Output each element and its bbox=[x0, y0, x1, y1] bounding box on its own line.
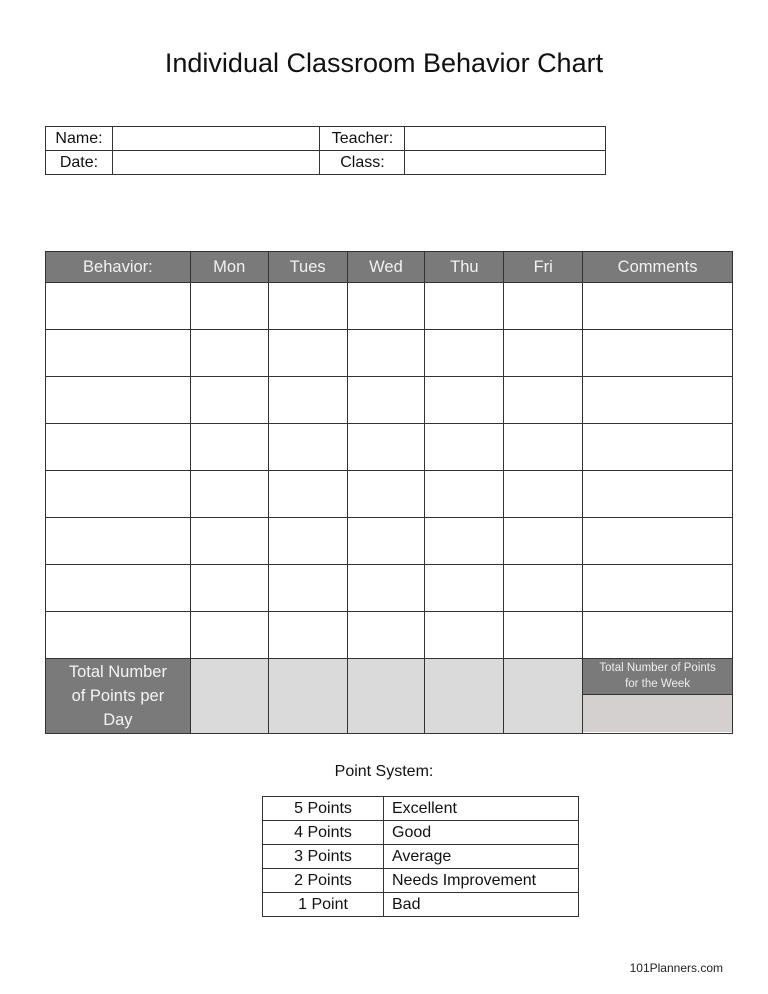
fri-cell[interactable] bbox=[504, 471, 583, 518]
week-total-container bbox=[583, 659, 733, 734]
behavior-chart-table bbox=[45, 251, 733, 734]
wed-cell[interactable] bbox=[347, 612, 425, 659]
teacher-label: Teacher: bbox=[320, 127, 405, 151]
points-value: 2 Points bbox=[263, 869, 384, 893]
tues-cell[interactable] bbox=[268, 283, 347, 330]
thu-cell[interactable] bbox=[425, 424, 504, 471]
week-total-field[interactable] bbox=[583, 695, 732, 732]
thu-cell[interactable] bbox=[425, 283, 504, 330]
date-label: Date: bbox=[46, 151, 113, 175]
mon-cell[interactable] bbox=[190, 518, 268, 565]
mon-cell[interactable] bbox=[190, 283, 268, 330]
total-per-day-line: Day bbox=[103, 711, 133, 729]
behavior-row bbox=[46, 518, 733, 565]
fri-cell[interactable] bbox=[504, 283, 583, 330]
fri-cell[interactable] bbox=[504, 330, 583, 377]
header-comments: Comments bbox=[583, 252, 733, 283]
comments-cell[interactable] bbox=[583, 518, 733, 565]
teacher-field[interactable] bbox=[405, 127, 606, 151]
behavior-row bbox=[46, 612, 733, 659]
wed-cell[interactable] bbox=[347, 471, 425, 518]
tues-cell[interactable] bbox=[268, 471, 347, 518]
behavior-row bbox=[46, 283, 733, 330]
thu-cell[interactable] bbox=[425, 377, 504, 424]
points-meaning: Excellent bbox=[384, 797, 579, 821]
student-info-table bbox=[45, 126, 606, 175]
totals-row bbox=[46, 659, 733, 734]
mon-cell[interactable] bbox=[190, 565, 268, 612]
point-row bbox=[263, 821, 579, 845]
behavior-cell[interactable] bbox=[46, 330, 191, 377]
behavior-row bbox=[46, 424, 733, 471]
behavior-cell[interactable] bbox=[46, 283, 191, 330]
comments-cell[interactable] bbox=[583, 330, 733, 377]
name-label: Name: bbox=[46, 127, 113, 151]
behavior-cell[interactable] bbox=[46, 377, 191, 424]
wed-cell[interactable] bbox=[347, 330, 425, 377]
fri-cell[interactable] bbox=[504, 518, 583, 565]
points-meaning: Good bbox=[384, 821, 579, 845]
comments-cell[interactable] bbox=[583, 612, 733, 659]
tues-cell[interactable] bbox=[268, 424, 347, 471]
mon-cell[interactable] bbox=[190, 330, 268, 377]
mon-cell[interactable] bbox=[190, 612, 268, 659]
points-value: 4 Points bbox=[263, 821, 384, 845]
comments-cell[interactable] bbox=[583, 565, 733, 612]
tues-cell[interactable] bbox=[268, 518, 347, 565]
wed-cell[interactable] bbox=[347, 377, 425, 424]
total-per-day-line: Total Number bbox=[68, 663, 167, 681]
mon-cell[interactable] bbox=[190, 424, 268, 471]
points-value: 3 Points bbox=[263, 845, 384, 869]
comments-cell[interactable] bbox=[583, 283, 733, 330]
point-row bbox=[263, 797, 579, 821]
comments-cell[interactable] bbox=[583, 377, 733, 424]
behavior-row bbox=[46, 330, 733, 377]
fri-total-cell[interactable] bbox=[504, 659, 583, 734]
header-tues: Tues bbox=[268, 252, 347, 283]
total-per-day-line: of Points per bbox=[71, 687, 165, 705]
tues-total-cell[interactable] bbox=[268, 659, 347, 734]
behavior-cell[interactable] bbox=[46, 612, 191, 659]
header-thu: Thu bbox=[425, 252, 504, 283]
page-title: Individual Classroom Behavior Chart bbox=[164, 48, 604, 78]
wed-cell[interactable] bbox=[347, 565, 425, 612]
tues-cell[interactable] bbox=[268, 565, 347, 612]
points-meaning: Bad bbox=[384, 893, 579, 917]
point-row bbox=[263, 869, 579, 893]
comments-cell[interactable] bbox=[583, 471, 733, 518]
mon-cell[interactable] bbox=[190, 377, 268, 424]
header-wed: Wed bbox=[347, 252, 425, 283]
tues-cell[interactable] bbox=[268, 330, 347, 377]
wed-cell[interactable] bbox=[347, 424, 425, 471]
mon-total-cell[interactable] bbox=[190, 659, 268, 734]
point-row bbox=[263, 893, 579, 917]
header-row bbox=[46, 252, 733, 283]
header-mon: Mon bbox=[190, 252, 268, 283]
point-system-table bbox=[262, 796, 579, 917]
comments-cell[interactable] bbox=[583, 424, 733, 471]
points-value: 1 Point bbox=[263, 893, 384, 917]
info-row-name-teacher bbox=[46, 127, 606, 151]
tues-cell[interactable] bbox=[268, 377, 347, 424]
behavior-cell[interactable] bbox=[46, 565, 191, 612]
name-field[interactable] bbox=[112, 127, 320, 151]
header-behavior: Behavior: bbox=[46, 252, 191, 283]
thu-cell[interactable] bbox=[425, 565, 504, 612]
behavior-row bbox=[46, 471, 733, 518]
point-system-label: Point System: bbox=[334, 763, 434, 780]
behavior-row bbox=[46, 377, 733, 424]
behavior-cell[interactable] bbox=[46, 424, 191, 471]
wed-cell[interactable] bbox=[347, 518, 425, 565]
thu-cell[interactable] bbox=[425, 518, 504, 565]
total-week-line: Total Number of Points bbox=[599, 662, 716, 674]
header-fri: Fri bbox=[504, 252, 583, 283]
wed-total-cell[interactable] bbox=[347, 659, 425, 734]
class-label: Class: bbox=[320, 151, 405, 175]
class-field[interactable] bbox=[405, 151, 606, 175]
thu-cell[interactable] bbox=[425, 612, 504, 659]
points-meaning: Needs Improvement bbox=[384, 869, 579, 893]
fri-cell[interactable] bbox=[504, 424, 583, 471]
thu-cell[interactable] bbox=[425, 471, 504, 518]
thu-cell[interactable] bbox=[425, 330, 504, 377]
fri-cell[interactable] bbox=[504, 377, 583, 424]
tues-cell[interactable] bbox=[268, 612, 347, 659]
info-row-date-class bbox=[46, 151, 606, 175]
mon-cell[interactable] bbox=[190, 471, 268, 518]
wed-cell[interactable] bbox=[347, 283, 425, 330]
fri-cell[interactable] bbox=[504, 612, 583, 659]
total-per-day-label bbox=[46, 659, 191, 734]
total-week-label bbox=[583, 659, 732, 695]
behavior-cell[interactable] bbox=[46, 518, 191, 565]
behavior-cell[interactable] bbox=[46, 471, 191, 518]
behavior-row bbox=[46, 565, 733, 612]
site-credit: 101Planners.com bbox=[629, 961, 723, 975]
total-week-line: for the Week bbox=[625, 678, 691, 690]
points-meaning: Average bbox=[384, 845, 579, 869]
thu-total-cell[interactable] bbox=[425, 659, 504, 734]
fri-cell[interactable] bbox=[504, 565, 583, 612]
point-row bbox=[263, 845, 579, 869]
date-field[interactable] bbox=[112, 151, 320, 175]
points-value: 5 Points bbox=[263, 797, 384, 821]
